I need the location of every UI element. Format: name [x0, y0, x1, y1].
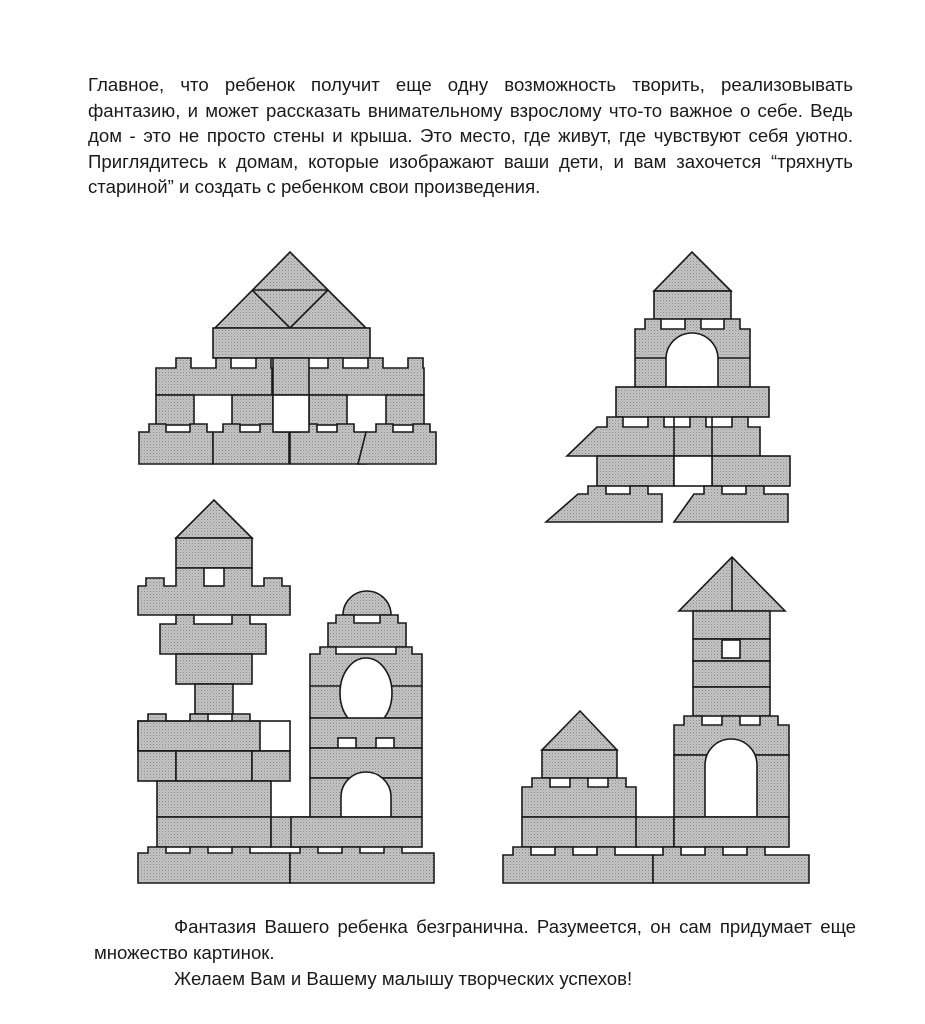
outro-paragraph: Фантазия Вашего ребенка безгранична. Разумеется, он сам придумает еще множество картинок. [94, 916, 856, 963]
building-tower-top-right [546, 252, 790, 522]
intro-text: Главное, что ребенок получит еще одну возможность творить, реализовывать фантазию, и может рассказать внимательному взрослому что-то важное о себе. Ведь дом - это не просто стены и крыша. Это место, где живут, где чувствуют себя уютно. Приглядитесь к домам, которые изображают ваши дети, и вам захочется “тряхнуть стариной” и создать с ребенком свои произведения. [88, 74, 853, 198]
building-tower-bottom-right [503, 557, 809, 883]
wish-line: Желаем Вам и Вашему малышу творческих успехов! [174, 967, 633, 989]
building-castle-bottom-left [138, 500, 434, 883]
building-house-top-left [139, 252, 436, 464]
closing-section [94, 914, 856, 991]
